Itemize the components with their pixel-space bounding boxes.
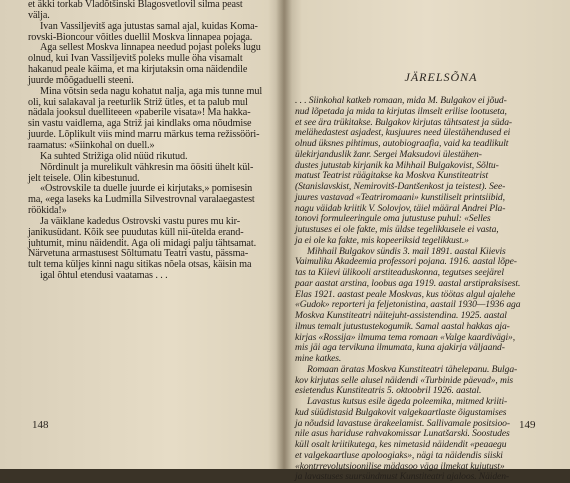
- text-line: Ja väiklane kadedus Ostrovski vastu pures mu kir-: [40, 215, 241, 227]
- text-line: . . . Siinkohal katkeb romaan, mida M. Bulgakov ei jõud-: [295, 95, 507, 106]
- text-line: ilmus temalt jutustustekogumik. Samal aastal hakkas aja-: [295, 320, 510, 332]
- text-line: ja ei ole ka fakte, mis kopeeriksid tegelikkust.»: [295, 234, 469, 246]
- text-line: kud süüdistasid Bulgakovit valgekaartlaste õigustamises: [295, 406, 507, 418]
- text-line: sin vastu vaidlema, aga Striž jai kindlaks oma nõudmise: [28, 118, 252, 130]
- text-line: hakanud peale käima, et ma kirjutaksin oma näidendile: [28, 64, 248, 76]
- left-page-text: [28, 0, 275, 282]
- text-line: igal õhtul etendusi vaatamas . . .: [40, 270, 168, 282]
- text-line: olnud üksnes pihtimus, autobiograafia, vaid ka teadlikult: [295, 138, 509, 149]
- text-line: Nõrdinult ja murelikult vähkresin ma öösiti ühelt kül-: [40, 161, 254, 173]
- text-line: janikusüdant. Kõik see puudutas küll nii-ütelda erand-: [28, 226, 244, 238]
- left-page-number: 148: [32, 419, 49, 431]
- text-line: Elas 1921. aastast peale Moskvas, kus töötas algul ajalehe: [295, 288, 516, 300]
- text-line: ülekirjanduslik žanr. Sergei Maksudovi ülestähen-: [295, 148, 482, 160]
- text-line: Romaan äratas Moskva Kunstiteatri tähelepanu. Bulga-: [307, 363, 518, 375]
- text-line: Ka suhted Strižiga olid nüüd rikutud.: [40, 150, 188, 162]
- text-line: mine katkes.: [295, 353, 342, 364]
- text-line: jelt teisele. Olin kibestunud.: [28, 172, 140, 184]
- left-page: [0, 0, 284, 469]
- text-line: Lavastus kutsus esile ägeda poleemika, mitmed kriiti-: [307, 396, 508, 407]
- text-line: nagu väidab kriitik V. Solovjov, täiel määral Andrei Pla-: [295, 202, 506, 214]
- text-line: Ivan Vassiljevitš aga jutustas samal ajal, kuidas Koma-: [40, 20, 258, 32]
- text-line: et valgekaartluse apoloogiaks», nägi ta näidendis siiski: [295, 449, 503, 461]
- text-line: esietendus Kunstiteatris 5. oktoobril 1926. aastal.: [295, 385, 482, 397]
- right-page: [286, 0, 570, 483]
- text-line: jutustuses ei ole fakte, mis üldse tegelikkusele ei vasta,: [295, 224, 499, 235]
- text-line: Moskva Kunstiteatri näitejuht-assistendina. 1925. aastal: [295, 310, 507, 321]
- text-line: ja lavastuses suursündmust Kunstiteatri ajaloos. Näiden-: [295, 471, 510, 483]
- text-line: nud lõpetada ja mida ta kirjutas ilmselt erilise lootuseta,: [295, 105, 507, 117]
- text-line: juurde mõõgaduelli steeni.: [28, 74, 134, 86]
- text-line: mis jäi aga tervikuna ilmumata, kuna ajakirja väljaand-: [295, 342, 505, 354]
- chapter-title: JÄRELSÕNA: [404, 70, 478, 84]
- right-page-text: [295, 96, 557, 483]
- text-line: dustes jutustab kirjanik ka Mihhail Bulgakovist, Sõltu-: [295, 159, 499, 171]
- text-line: Aga sellest Moskva linnapea needud pojast poleks lugu: [40, 42, 261, 54]
- text-line: Mihhail Bulgakov sündis 3. mail 1891. aastal Kiievis: [307, 245, 506, 257]
- text-line: «Gudok» reporteri ja feljetonistina, aastail 1930—1936 aga: [295, 299, 521, 311]
- text-line: kov kirjutas selle alusel näidendi «Turbinide päevad», mis: [295, 374, 514, 386]
- text-line: oli, kui salakaval ja reeturlik Striž ütles, et ta palub mul: [28, 96, 248, 108]
- text-line: et see ära trükitakse. Bulgakov kirjutas tähtsatest ja süda-: [295, 116, 513, 128]
- text-line: ma, «ega laseks ka Ludmilla Silvestrovnal varalaegastest: [28, 194, 255, 206]
- text-line: tonovi formuleeringule oma jutustuse puhul: «Selles: [295, 213, 491, 225]
- text-line: Vaimuliku Akadeemia professori pojana. 1916. aastal lõpe-: [295, 256, 517, 268]
- text-line: röökida!»: [28, 205, 67, 217]
- text-line: ja nõudsid lavastuse ärakeelamist. Sallivamale positsioo-: [295, 417, 510, 429]
- text-line: tas ta Kiievi ülikooli arstiteaduskonna, tegutses seejärel: [295, 267, 504, 278]
- text-line: kirjas «Rossija» ilmuma tema romaan «Valge kaardivägi»,: [295, 331, 516, 343]
- text-line: rovski-Bioncour võitles duellil Moskva linnapea pojaga.: [28, 31, 253, 43]
- text-line: «kontrrevolutsioonilise mädasoo väga ilmekat kujutust»: [295, 460, 505, 472]
- text-line: nädala jooksul duelliteeen «paberile visata»! Ma hakka-: [28, 107, 251, 119]
- text-line: juhtumit, minu näidendit. Aga oli midagi palju tähtsamat.: [28, 237, 257, 249]
- text-line: juurde. Lõplikult viis mind marru märkus tema režissööri-: [28, 129, 260, 141]
- text-line: «Ostrovskile ta duelle juurde ei kirjutaks,» pomisesin: [40, 183, 253, 195]
- text-line: melähedastest asjadest, kusjuures need ülestähendused ei: [295, 127, 511, 139]
- text-line: raamatus: «Siinkohal on duell.»: [28, 139, 155, 151]
- text-line: tult tema küljes kinni nagu sitikas nõela otsas, käisin ma: [28, 259, 252, 271]
- text-line: juures vastavad «Teatriromaani» kunstiliselt printsiibid,: [295, 191, 505, 203]
- text-line: Mina võtsin seda nagu kohatut nalja, aga mis tunne mul: [40, 85, 263, 97]
- text-line: paar aastat arstina, loobus aga 1919. aastal arstipraksisest.: [295, 277, 521, 289]
- text-line: olnud, kui Ivan Vassiljevitš poleks mulle öha visamalt: [28, 53, 243, 65]
- text-line: nile asus hariduse rahvakomissar Lunatšarski. Soostudes: [295, 428, 510, 440]
- text-line: (Stanislavskist, Nemirovitš-Dantšenkost ja teistest). See-: [295, 181, 506, 192]
- text-line: küll osalt kriitikutega, kes nimetasid näidendit «peaaegu: [295, 439, 507, 450]
- text-line: välja.: [28, 9, 50, 21]
- right-page-number: 149: [519, 419, 536, 431]
- text-line: matust Teatrist räägitakse ka Moskva Kunstiteatrist: [295, 170, 489, 182]
- text-line: Närvetuna armastusest Sõltumatu Teatri vastu, pässma-: [28, 248, 249, 260]
- text-line: et äkki torkab Vladõtšinski Blagosvetlovil silma peast: [28, 0, 243, 10]
